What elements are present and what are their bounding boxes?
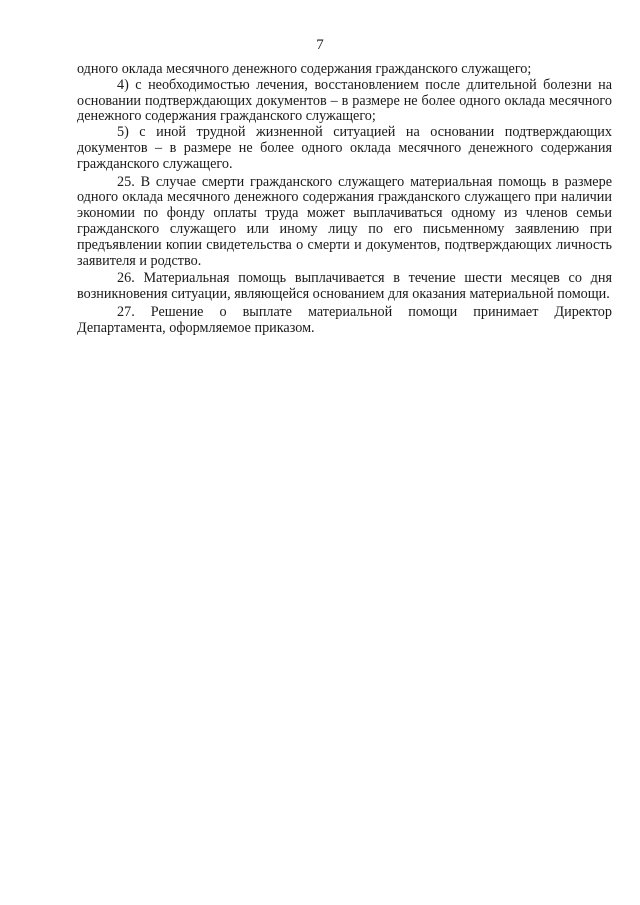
paragraph-clause-26: 26. Материальная помощь выплачивается в течение шести месяцев со дня возникновения ситуации, являющейся основанием для оказания материальной помощи. bbox=[77, 270, 612, 303]
paragraph-clause-25: 25. В случае смерти гражданского служащего материальная помощь в размере одного оклада месячного денежного содержания гражданского служащего при наличии экономии по фонду оплаты труда может выплачиваться одному из членов семьи гражданского служащего или иному лицу по его письменному заявлению при предъявлении копии свидетельства о смерти и документов, подтверждающих личность заявителя и родство. bbox=[77, 173, 612, 269]
paragraph-continuation: одного оклада месячного денежного содержания гражданского служащего; bbox=[77, 61, 532, 77]
page-number: 7 bbox=[316, 37, 324, 53]
paragraph-item-4: 4) с необходимостью лечения, восстановлением после длительной болезни на основании подтверждающих документов – в размере не более одного оклада месячного денежного содержания гражданского служащего; bbox=[77, 76, 612, 125]
document-body bbox=[77, 62, 612, 337]
paragraph-clause-27: 27. Решение о выплате материальной помощи принимает Директор Департамента, оформляемое приказом. bbox=[77, 303, 612, 336]
paragraph-item-5: 5) с иной трудной жизненной ситуацией на основании подтверждающих документов – в размере не более одного оклада месячного денежного содержания гражданского служащего. bbox=[77, 124, 612, 172]
